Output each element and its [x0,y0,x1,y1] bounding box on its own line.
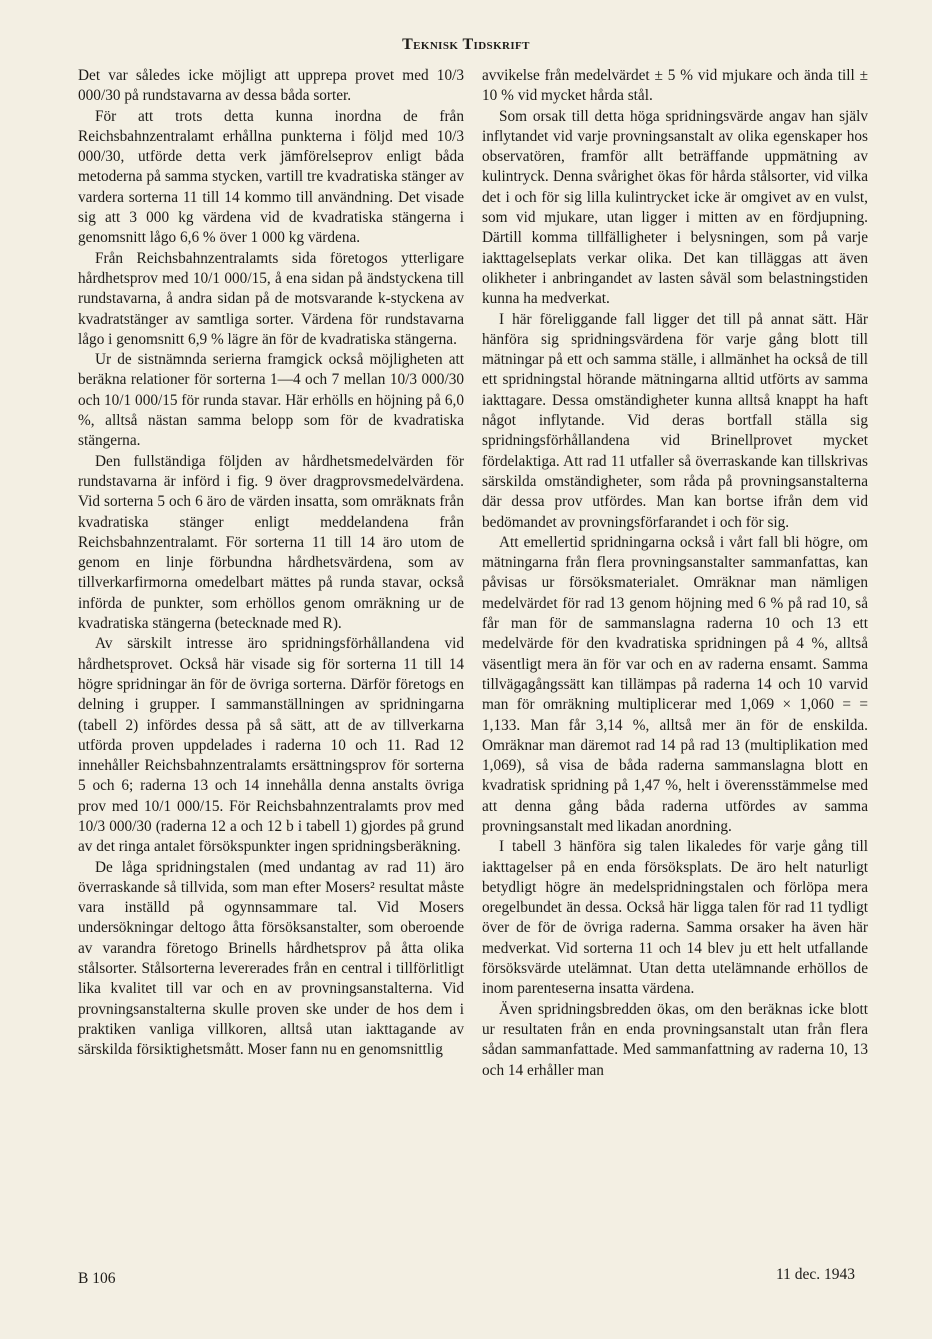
paragraph: Som orsak till detta höga spridningsvärde angav han själv inflytandet vid varje provningsanstalt av olika egenskaper hos observatören, framför allt beträffande uppmätning av kulintryck. Denna svårighet ökas för hårda stålsorter, vid vilka det i och för sig lilla kulintrycket icke är omgivet av en vulst, som vid mjukare, utan ligger i mitten av en fördjupning. Därtill komma tillfälligheter i belysningen, som på varje iakttagelseplats verkar olika. Det kan tilläggas att även olikheter i anbringandet av lasten såväl som belastningstiden kunna ha medverkat. [482,107,868,308]
paragraph: Av särskilt intresse äro spridningsförhållandena vid hårdhetsprovet. Också här visade sig för sorterna 11 till 14 högre spridningar än för de övriga sorterna. Därför företogs en delning i grupper. I sammanställningen av spridningarna (tabell 2) infördes dessa på så sätt, att de av tillverkarna utförda proven uppdelades i raderna 10 och 11. Rad 12 innehåller Reichsbahnzentralamts ersättningsprov för sorterna 5 och 6; raderna 13 och 14 innehålla denna anstalts övriga prov med 10/1 000/15. För Reichsbahnzentralamts prov med 10/3 000/30 (raderna 12 a och 12 b i tabell 1) gjordes på grund av det ringa antalet försökspunkter ingen spridningsberäkning. [78,635,464,856]
right-column [482,66,868,1081]
paragraph: Ur de sistnämnda serierna framgick också möjligheten att beräkna relationer för sorterna 1—4 och 7 mellan 10/3 000/30 och 10/1 000/15 för runda stavar. Här erhölls en höjning på 6,0 %, alltså nästan samma belopp som för de kvadratiska stängerna. [78,351,464,450]
issue-date: 11 dec. 1943 [776,1266,856,1283]
paragraph: avvikelse från medelvärdet ± 5 % vid mjukare och ända till ± 10 % vid mycket hårda stål. [482,67,868,105]
paragraph: I här föreliggande fall ligger det till på annat sätt. Här hänföra sig spridningsvärdena för varje gång blott till mätningar på ett och samma ställe, i allmänhet ha också de till ett spridningstal hörande mätningarna alltid utförts av samma iakttagare. Dessa omständigheter kunna alltså knappt ha haft något inflytande. Vid deras bortfall ställa sig spridningsförhållandena vid Brinellprovet mycket fördelaktiga. Att rad 11 utfaller så överraskande kan tillskrivas särskilda omständigheter, som råda på provningsanstalterna där dessa prov utfördes. Man kan bortse ifrån dem vid bedömandet av provningsförfarandet i och för sig. [482,310,868,531]
paragraph: De låga spridningstalen (med undantag av rad 11) äro överraskande så tillvida, som man efter Mosers² resultat måste vara inställd på ogynnsammare tal. Vid Mosers undersökningar deltogo åtta försöksanstalter, som oberoende av varandra företogo Brinells hårdhetsprov på åtta olika stålsorter. Stålsorterna levererades från en central i tillförlitligt lika kvalitet till var och en av provningsanstalterna. Vid provningsanstalterna skulle proven ske under de hos dem i praktiken vanliga villkoren, alltså utan iakttagande av särskilda försiktighetsmått. Moser fann nu en genomsnittlig [78,858,464,1059]
journal-header: Teknisk Tidskrift [402,36,530,53]
page-number: B 106 [78,1270,116,1287]
left-column [78,66,464,1061]
paragraph: Även spridningsbredden ökas, om den beräknas icke blott ur resultaten från en enda provningsanstalt utan från flera sådan sammanfattade. Med sammanfattning av raderna 10, 13 och 14 erhåller man [482,1000,868,1079]
paragraph: Att emellertid spridningarna också i vårt fall bli högre, om mätningarna från flera provningsanstalter sammanfattas, kan påvisas ur försöksmaterialet. Omräknar man nämligen medelvärdet för rad 13 genom höjning med 6 % på rad 10, så får man för de sammanslagna raderna 10 och 13 ett medelvärde för den kvadratiska spridningen på 4 %, alltså väsentligt mera än för var och en av raderna ensamt. Samma tillvägagångssätt kan tillämpas på raderna 14 och 10 varvid man för omräkning multiplicerar med 1,069 × 1,060 = = 1,133. Man får 3,14 %, alltså mer än för de enskilda. Omräknar man däremot rad 14 på rad 13 (multiplikation med 1,069), så visa de båda raderna sammanslagna blott en kvadratisk spridning på 1,47 %, helt i överensstämmelse med att denna gång båda raderna utfördes av samma provningsanstalt med likadan anordning. [482,533,868,835]
paragraph: Det var således icke möjligt att upprepa provet med 10/3 000/30 på rundstavarna av dessa båda sorter. [78,67,464,105]
paragraph: Den fullständiga följden av hårdhetsmedelvärden för rundstavarna är införd i fig. 9 över dragprovsmedelvärdena. Vid sorterna 5 och 6 äro de värden insatta, som omräknats från kvadratiska stänger enligt meddelandena från Reichsbahnzentralamt. För sorterna 11 till 14 äro utom de genom en linje förbundna hårdhetsvärdena, som av tillverkarfirmorna omedelbart mättes på runda stavar, också införda de punkter, som erhöllos genom omräkning ur de kvadratiska stängerna (betecknade med R). [78,452,464,633]
paragraph: För att trots detta kunna inordna de från Reichsbahnzentralamt erhållna punkterna i följd med 10/3 000/30, utförde detta verk jämförelseprov enligt båda metoderna på samma stycken, vartill tre kvadratiska stänger av vardera sorterna 11 till 14 kommo till användning. Det visade sig att 3 000 kg värdena vid de kvadratiska stängerna i genomsnitt lågo 6,6 % över 1 000 kg värdena. [78,107,464,247]
paragraph: I tabell 3 hänföra sig talen likaledes för varje gång till iakttagelser på en enda försöksplats. De äro helt naturligt betydligt högre än medelspridningstalen och förlöpa mera oregelbundet än dessa. Också här ligga talen för rad 11 tydligt över de för de övriga raderna. Samma orsaker ha även här medverkat. Vid sorterna 11 och 14 blev ju ett helt utfallande försöksvärde utelämnat. Utan detta utelämnande erhöllos de inom parenteserna insatta värdena. [482,838,868,998]
paragraph: Från Reichsbahnzentralamts sida företogos ytterligare hårdhetsprov med 10/1 000/15, å ena sidan på ändstyckena till rundstavarna, å andra sidan på de motsvarande k-styckena av kvadratstänger av samtliga sorter. Värdena för rundstavarna lågo i genomsnitt 6,9 % lägre än för de kvadratiska stängerna. [78,249,464,348]
